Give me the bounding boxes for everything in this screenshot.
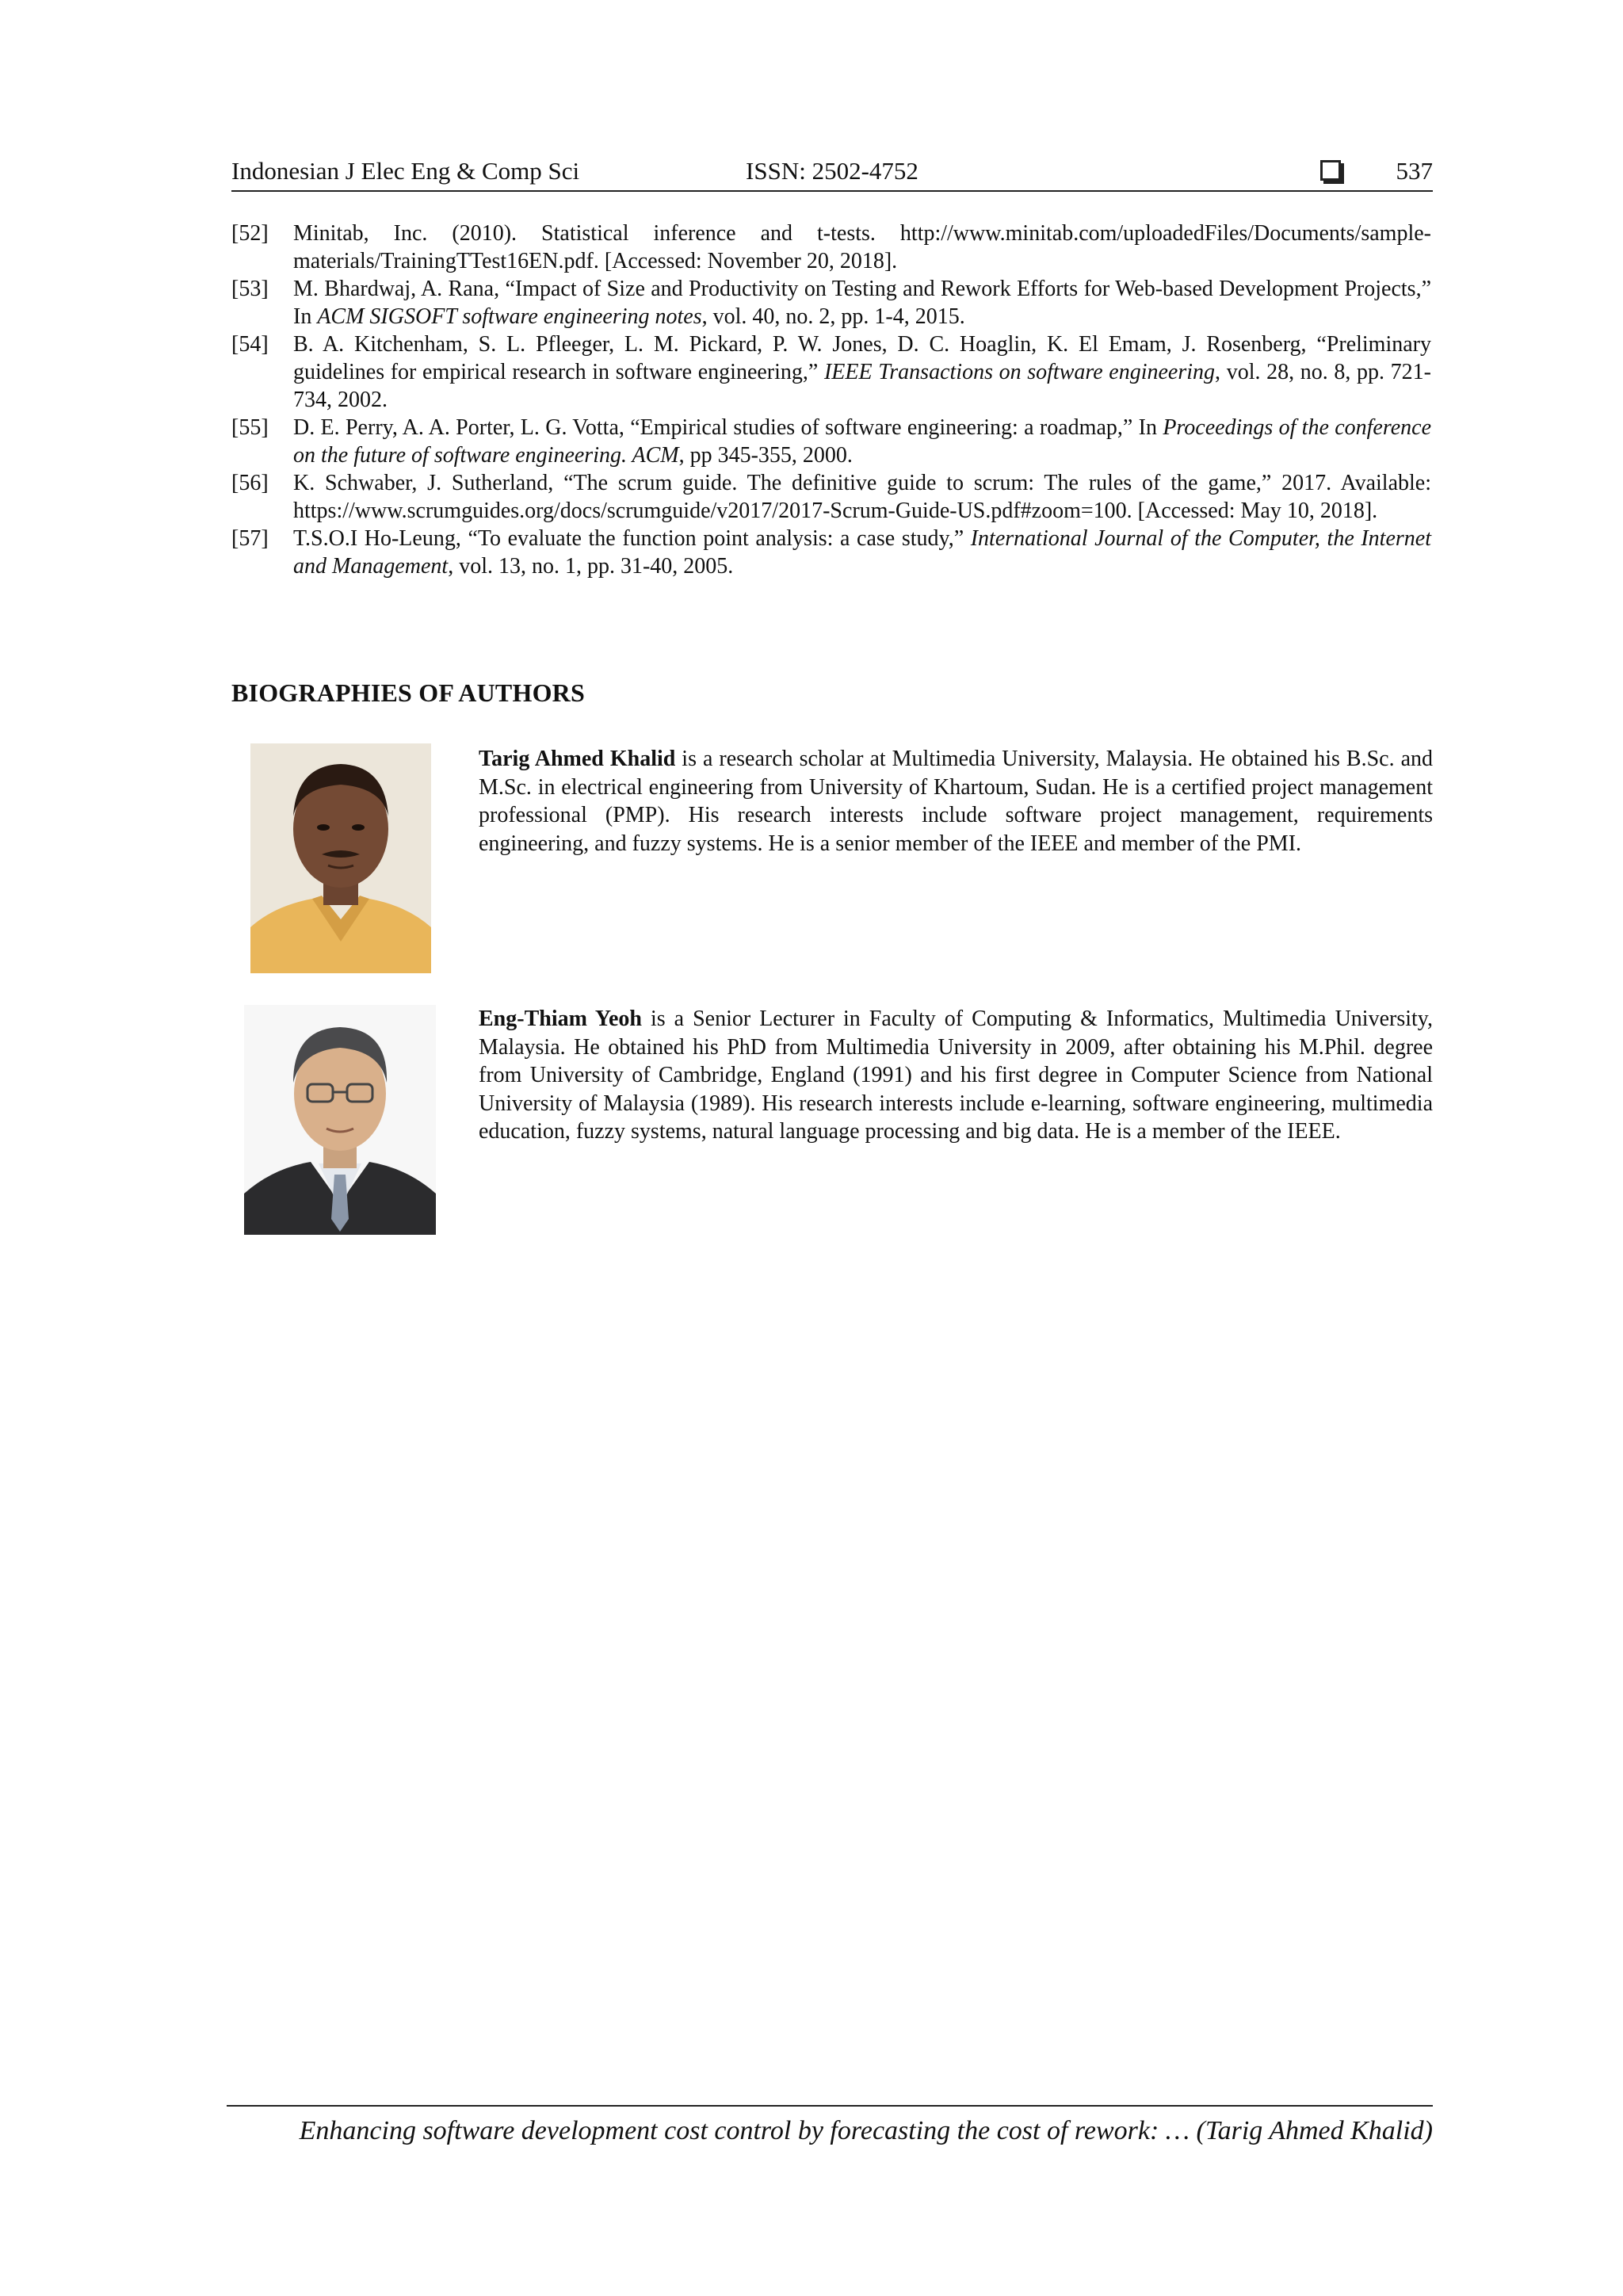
reference-number: [52]: [231, 221, 269, 246]
reference-number: [54]: [231, 332, 269, 357]
reference-text: T.S.O.I Ho-Leung, “To evaluate the function point analysis: a case study,”: [293, 526, 971, 551]
reference-item: [231, 469, 1431, 525]
reference-italic: Proceedings of the conference on the future of software engineering. ACM: [293, 415, 1431, 468]
section-heading: BIOGRAPHIES OF AUTHORS: [231, 678, 585, 707]
reference-italic: ACM SIGSOFT software engineering notes: [317, 304, 702, 329]
reference-item: [231, 275, 1431, 330]
reference-text: D. E. Perry, A. A. Porter, L. G. Votta, “Empirical studies of software engineering: a roadmap,” In: [293, 415, 1163, 440]
reference-number: [56]: [231, 471, 269, 495]
reference-tail: , vol. 40, no. 2, pp. 1-4, 2015.: [701, 304, 965, 329]
reference-number: [53]: [231, 277, 269, 301]
reference-tail: , vol. 28, no. 8, pp. 721-734, 2002.: [293, 360, 1431, 412]
author-name: Eng-Thiam Yeoh: [479, 1007, 642, 1031]
reference-number: [55]: [231, 415, 269, 440]
reference-item: [231, 220, 1431, 275]
running-footer: Enhancing software development cost control by forecasting the cost of rework: … (Tarig Ahmed Khalid): [227, 2105, 1433, 2148]
reference-text: K. Schwaber, J. Sutherland, “The scrum guide. The definitive guide to scrum: The rules of the game,” 2017. Available: https://www.scrumguides.org/docs/scrumguide/v2017/2017-Scrum-Guide-US.pdf#zoom=100. [Accessed: May 10, 2018].: [293, 471, 1431, 523]
author-name: Tarig Ahmed Khalid: [479, 747, 676, 771]
reference-text: M. Bhardwaj, A. Rana, “Impact of Size and Productivity on Testing and Rework Efforts for Web-based Development Projects,” In: [293, 277, 1431, 329]
reference-list: [231, 220, 1431, 580]
author-photo: [250, 743, 431, 973]
running-header: [231, 152, 1433, 192]
reference-item: [231, 414, 1431, 469]
page-number: 537: [1396, 157, 1433, 185]
reference-item: [231, 330, 1431, 414]
author-bio-text: is a Senior Lecturer in Faculty of Computing & Informatics, Multimedia University, Malaysia. He obtained his PhD from Multimedia University in 2009, after obtaining his M.Phil. degree from University of Cambridge, England (1991) and his first degree in Computer Science from National University of Malaysia (1989). His research interests include e-learning, software engineering, multimedia education, fuzzy systems, natural language processing and big data. He is a member of the IEEE.: [479, 1007, 1433, 1144]
issn: ISSN: 2502-4752: [746, 157, 918, 185]
reference-tail: , vol. 13, no. 1, pp. 31-40, 2005.: [448, 554, 734, 579]
author-portrait-icon: [244, 1005, 436, 1235]
square-bullet-icon: [1320, 160, 1341, 181]
reference-text: B. A. Kitchenham, S. L. Pfleeger, L. M. Pickard, P. W. Jones, D. C. Hoaglin, K. El Emam, J. Rosenberg, “Preliminary guidelines for empirical research in software engineering,”: [293, 332, 1431, 384]
reference-number: [57]: [231, 526, 269, 551]
journal-name: Indonesian J Elec Eng & Comp Sci: [231, 157, 580, 185]
reference-italic: International Journal of the Computer, the Internet and Management: [293, 526, 1431, 579]
reference-item: [231, 525, 1431, 580]
reference-text: Minitab, Inc. (2010). Statistical inference and t-tests. http://www.minitab.com/uploadedFiles/Documents/sample-materials/TrainingTTest16EN.pdf. [Accessed: November 20, 2018].: [293, 221, 1431, 273]
author-photo: [244, 1005, 436, 1235]
reference-tail: , pp 345-355, 2000.: [678, 443, 853, 468]
author-bio: [479, 1005, 1433, 1146]
author-bio: [479, 745, 1433, 858]
author-portrait-icon: [250, 743, 431, 973]
author-bio-text: is a research scholar at Multimedia University, Malaysia. He obtained his B.Sc. and M.Sc. in electrical engineering from University of Khartoum, Sudan. He is a certified project management professional (PMP). His research interests include software project management, requirements engineering, and fuzzy systems. He is a senior member of the IEEE and member of the PMI.: [479, 747, 1433, 856]
reference-italic: IEEE Transactions on software engineering: [823, 360, 1216, 384]
